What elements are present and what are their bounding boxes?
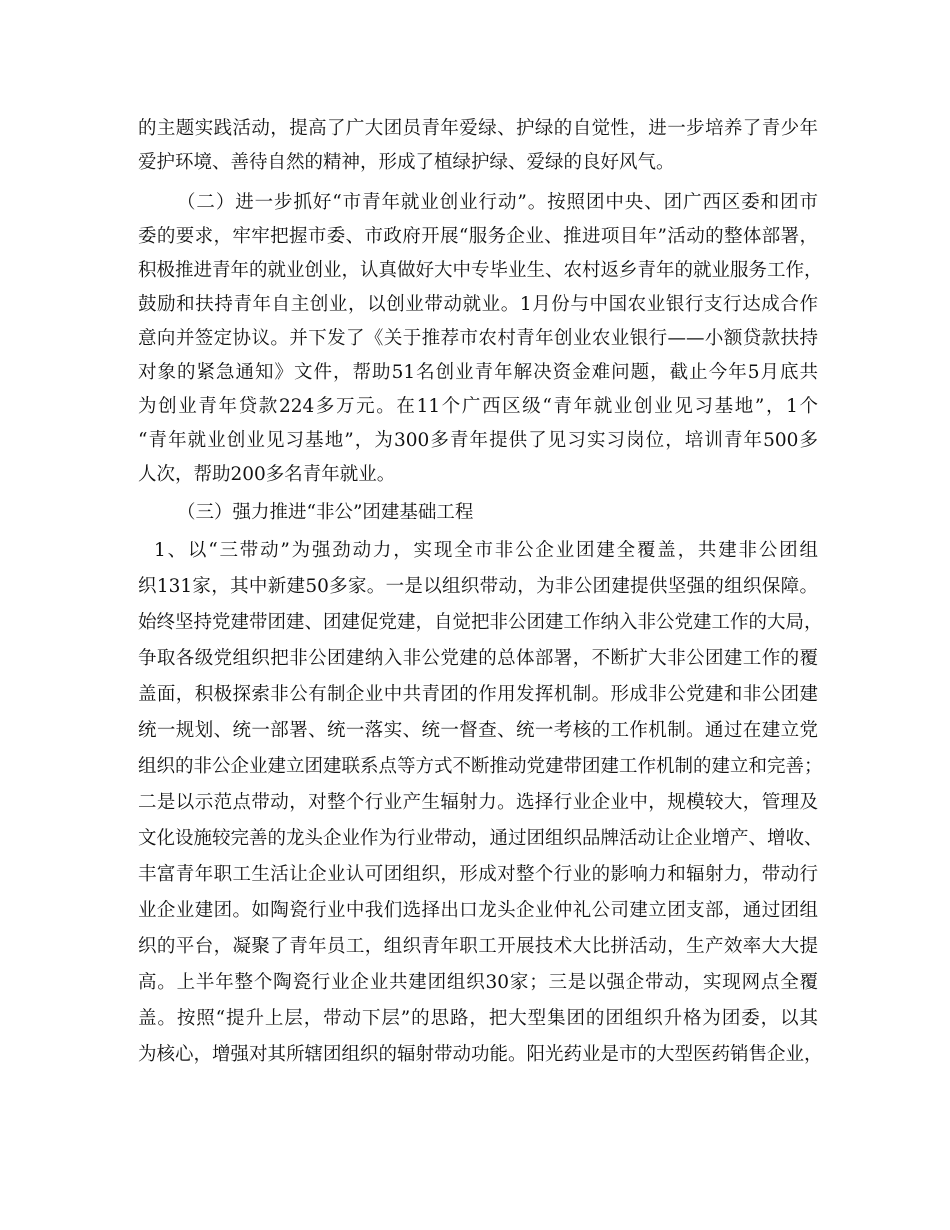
text-line: 织的平台，凝聚了青年员工，组织青年职工开展技术大比拼活动，生产效率大大提 [138,936,818,957]
text-line: 争取各级党组织把非公团建纳入非公党建的总体部署，不断扩大非公团建工作的覆 [138,648,818,669]
text-line: 高。上半年整个陶瓷行业企业共建团组织30家；三是以强企带动，实现网点全覆 [138,972,818,993]
section-heading: （三）强力推进“非公”团建基础工程 [177,502,474,523]
text-line: 织131家，其中新建50多家。一是以组织带动，为非公团建提供坚强的组织保障。 [138,576,818,597]
text-line: 文化设施较完善的龙头企业作为行业带动，通过团组织品牌活动让企业增产、增收、 [138,828,823,849]
text-line: 的主题实践活动，提高了广大团员青年爱绿、护绿的自觉性，进一步培养了青少年 [138,118,818,139]
text-line: 为核心，增强对其所辖团组织的辐射带动功能。阳光药业是市的大型医药销售企业， [138,1044,823,1065]
text-line: 业企业建团。如陶瓷行业中我们选择出口龙头企业仲礼公司建立团支部，通过团组 [138,900,818,921]
text-line: 二是以示范点带动，对整个行业产生辐射力。选择行业企业中，规模较大，管理及 [138,792,818,813]
text-line: 对象的紧急通知》文件，帮助51名创业青年解决资金难问题，截止今年5月底共 [138,362,818,383]
section-heading: （二）进一步抓好“市青年就业创业行动”。按照团中央、团广西区委和团市 [177,192,818,213]
text-line: 为创业青年贷款224多万元。在11个广西区级“青年就业创业见习基地”，1个 [138,396,818,417]
text-line: 人次，帮助200多名青年就业。 [138,464,396,485]
text-line: 盖面，积极探索非公有制企业中共青团的作用发挥机制。形成非公党建和非公团建 [138,684,818,705]
text-line: 丰富青年职工生活让企业认可团组织，形成对整个行业的影响力和辐射力，带动行 [138,864,818,885]
text-line: 鼓励和扶持青年自主创业，以创业带动就业。1月份与中国农业银行支行达成合作 [138,294,818,315]
text-line: 委的要求，牢牢把握市委、市政府开展“服务企业、推进项目年”活动的整体部署， [138,226,818,247]
text-line: 统一规划、统一部署、统一落实、统一督查、统一考核的工作机制。通过在建立党 [138,720,818,741]
text-line: 组织的非公企业建立团建联系点等方式不断推动党建带团建工作机制的建立和完善； [138,756,823,777]
text-line: 1、以“三带动”为强劲动力，实现全市非公企业团建全覆盖，共建非公团组 [154,540,818,561]
text-line: 积极推进青年的就业创业，认真做好大中专毕业生、农村返乡青年的就业服务工作， [138,260,823,281]
text-line: 爱护环境、善待自然的精神，形成了植绿护绿、爱绿的良好风气。 [138,152,675,173]
text-line: 始终坚持党建带团建、团建促党建，自觉把非公团建工作纳入非公党建工作的大局， [138,612,823,633]
text-line: “青年就业创业见习基地”，为300多青年提供了见习实习岗位，培训青年500多 [138,430,818,451]
text-line: 意向并签定协议。并下发了《关于推荐市农村青年创业农业银行——小额贷款扶持 [138,328,818,349]
text-line: 盖。按照“提升上层，带动下层”的思路，把大型集团的团组织升格为团委，以其 [138,1008,818,1029]
